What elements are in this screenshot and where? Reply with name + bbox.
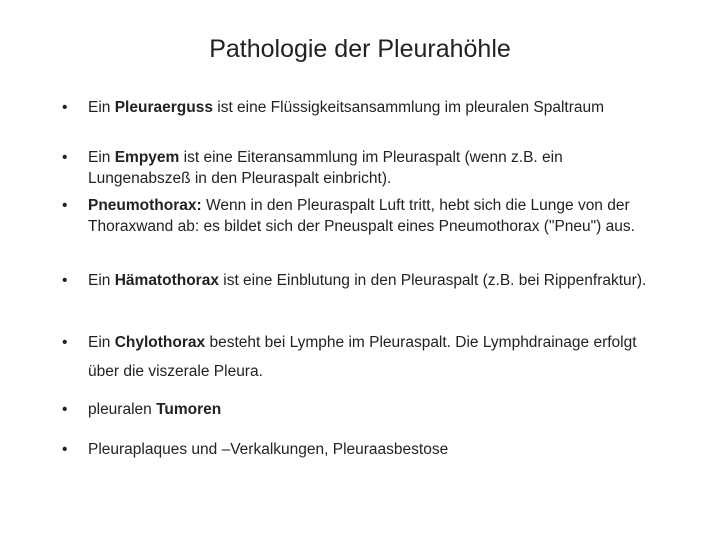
slide-title: Pathologie der Pleurahöhle	[209, 35, 511, 63]
bullet-text: Ein Hämatothorax ist eine Einblutung in den Pleuraspalt (z.B. bei Rippenfraktur).	[88, 272, 647, 289]
bullet-icon: •	[62, 272, 68, 289]
bullet-text: Ein Empyem ist eine Eiteransammlung im Pleuraspalt (wenn z.B. ein Lungenabszeß in den Pleuraspalt einbricht).	[88, 149, 563, 187]
bullet-text: Ein Chylothorax besteht bei Lymphe im Pleuraspalt. Die Lymphdrainage erfolgt über die viszerale Pleura.	[88, 334, 637, 380]
bullet-icon: •	[62, 441, 68, 458]
bullet-icon: •	[62, 334, 68, 351]
bullet-icon: •	[62, 149, 68, 166]
bullet-icon: •	[62, 99, 68, 116]
bullet-icon: •	[62, 401, 68, 418]
bullet-text: Pneumothorax: Wenn in den Pleuraspalt Luft tritt, hebt sich die Lunge von der Thoraxwand ab: es bildet sich der Pneuspalt eines Pneumothorax ("Pneu") aus.	[88, 197, 635, 235]
bullet-text: pleuralen Tumoren	[88, 401, 222, 418]
bullet-text: Pleuraplaques und –Verkalkungen, Pleuraasbestose	[88, 441, 449, 458]
bullet-text: Ein Pleuraerguss ist eine Flüssigkeitsansammlung im pleuralen Spaltraum	[88, 99, 605, 116]
bullet-icon: •	[62, 197, 68, 214]
